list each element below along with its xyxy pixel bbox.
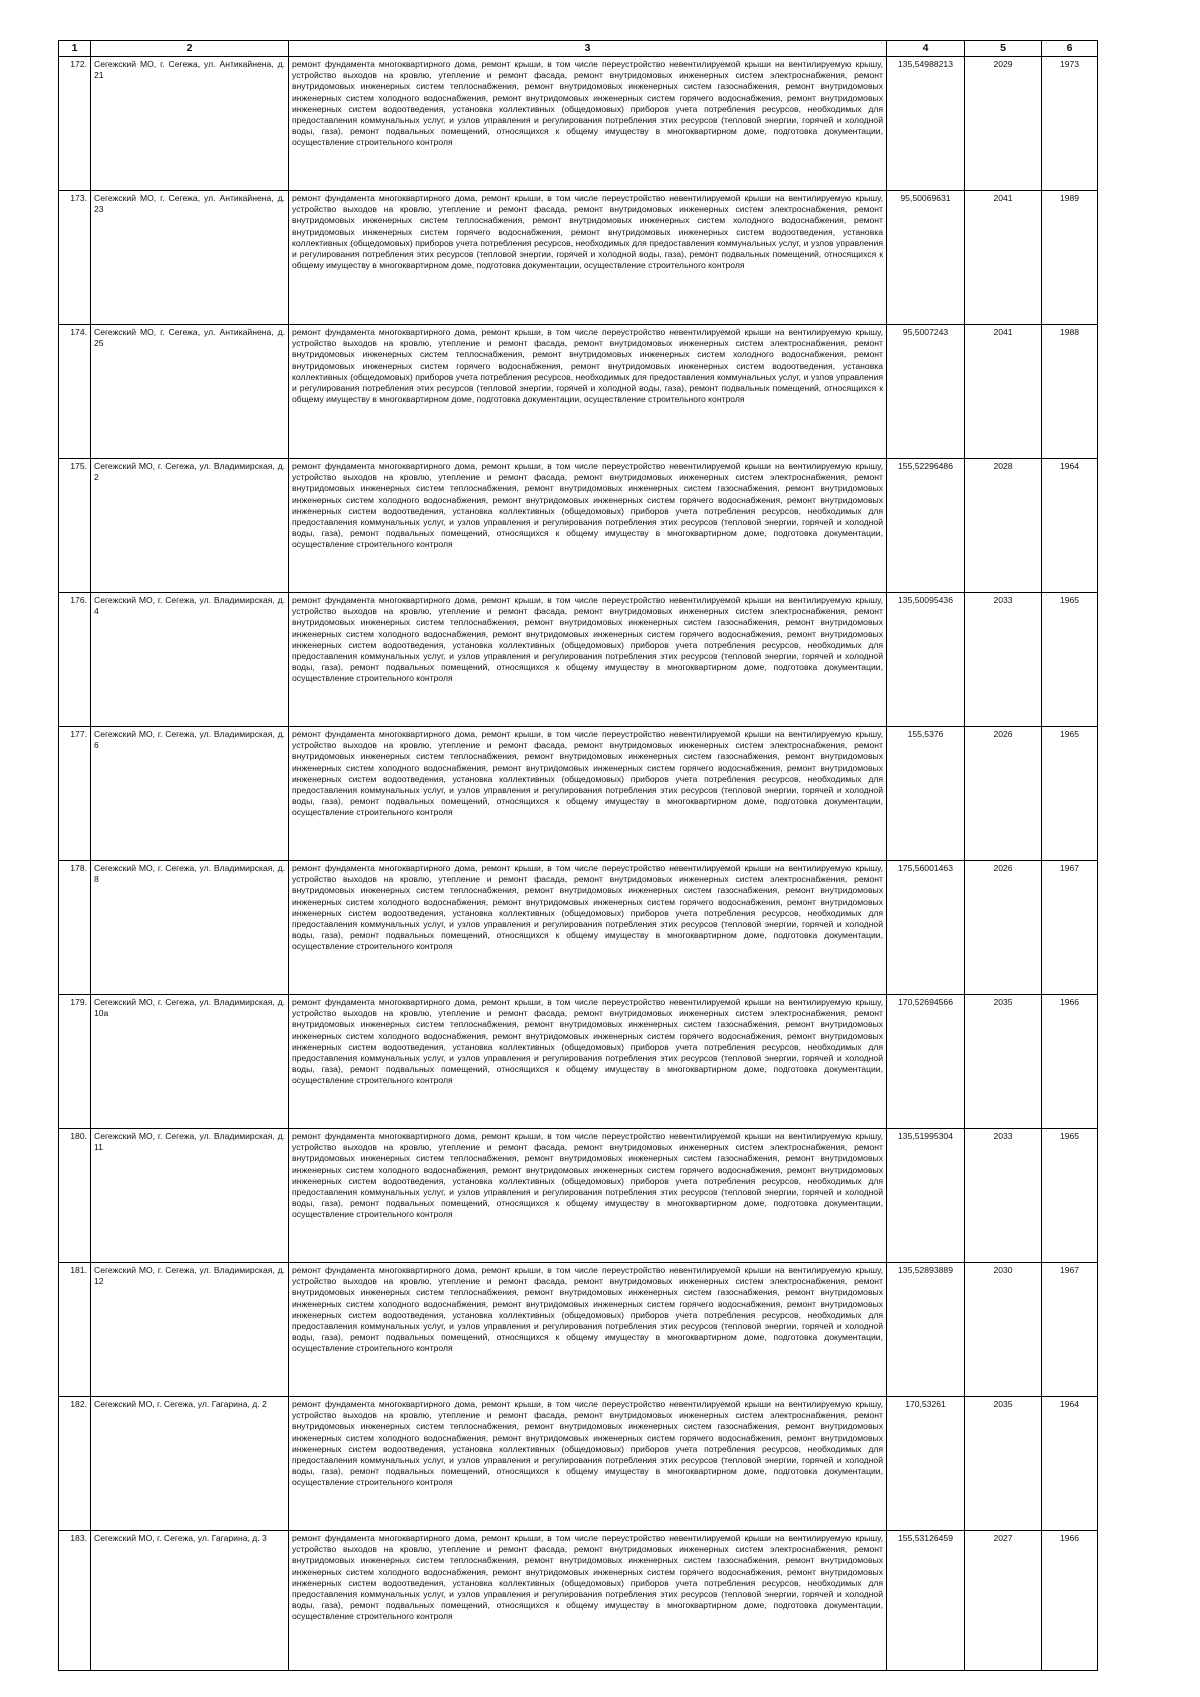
cost-cell: 155,53126459 [887, 1531, 965, 1671]
cost-cell: 155,52296486 [887, 459, 965, 593]
repair-year-cell: 2026 [965, 861, 1042, 995]
cost-cell: 170,52694566 [887, 995, 965, 1129]
cost-cell: 155,5376 [887, 727, 965, 861]
row-number: 178. [59, 861, 91, 995]
repair-year-cell: 2035 [965, 1397, 1042, 1531]
works-cell: ремонт фундамента многоквартирного дома, ремонт крыши, в том числе переустройство невентилируемой крыши на вентилируемую крышу, устройство выходов на кровлю, утепление и ремонт фасада, ремонт внутридомовых инженерных систем электроснабжения, ремонт внутридомовых инженерных систем теплоснабжения, ремонт внутридомовых инженерных систем газоснабжения, ремонт внутридомовых инженерных систем холодного водоснабжения, ремонт внутридомовых инженерных систем горячего водоснабжения, ремонт внутридомовых инженерных систем водоотведения, установка коллективных (общедомовых) приборов учета потребления ресурсов, необходимых для предоставления коммунальных услуг, и узлов управления и регулирования потребления этих ресурсов (тепловой энергии, горячей и холодной воды, газа), ремонт подвальных помещений, относящихся к общему имуществу в многоквартирном доме, подготовка документации, осуществление строительного контроля [289, 1397, 887, 1531]
header-col-6: 6 [1042, 41, 1098, 57]
works-cell: ремонт фундамента многоквартирного дома, ремонт крыши, в том числе переустройство невентилируемой крыши на вентилируемую крышу, устройство выходов на кровлю, утепление и ремонт фасада, ремонт внутридомовых инженерных систем электроснабжения, ремонт внутридомовых инженерных систем теплоснабжения, ремонт внутридомовых инженерных систем газоснабжения, ремонт внутридомовых инженерных систем холодного водоснабжения, ремонт внутридомовых инженерных систем горячего водоснабжения, ремонт внутридомовых инженерных систем водоотведения, установка коллективных (общедомовых) приборов учета потребления ресурсов, необходимых для предоставления коммунальных услуг, и узлов управления и регулирования потребления этих ресурсов (тепловой энергии, горячей и холодной воды, газа), ремонт подвальных помещений, относящихся к общему имуществу в многоквартирном доме, подготовка документации, осуществление строительного контроля [289, 459, 887, 593]
works-cell: ремонт фундамента многоквартирного дома, ремонт крыши, в том числе переустройство невентилируемой крыши на вентилируемую крышу, устройство выходов на кровлю, утепление и ремонт фасада, ремонт внутридомовых инженерных систем электроснабжения, ремонт внутридомовых инженерных систем теплоснабжения, ремонт внутридомовых инженерных систем газоснабжения, ремонт внутридомовых инженерных систем холодного водоснабжения, ремонт внутридомовых инженерных систем горячего водоснабжения, ремонт внутридомовых инженерных систем водоотведения, установка коллективных (общедомовых) приборов учета потребления ресурсов, необходимых для предоставления коммунальных услуг, и узлов управления и регулирования потребления этих ресурсов (тепловой энергии, горячей и холодной воды, газа), ремонт подвальных помещений, относящихся к общему имуществу в многоквартирном доме, подготовка документации, осуществление строительного контроля [289, 57, 887, 191]
row-number: 174. [59, 325, 91, 459]
row-number: 180. [59, 1129, 91, 1263]
row-number: 179. [59, 995, 91, 1129]
works-cell: ремонт фундамента многоквартирного дома, ремонт крыши, в том числе переустройство невентилируемой крыши на вентилируемую крышу, устройство выходов на кровлю, утепление и ремонт фасада, ремонт внутридомовых инженерных систем электроснабжения, ремонт внутридомовых инженерных систем теплоснабжения, ремонт внутридомовых инженерных систем газоснабжения, ремонт внутридомовых инженерных систем холодного водоснабжения, ремонт внутридомовых инженерных систем горячего водоснабжения, ремонт внутридомовых инженерных систем водоотведения, установка коллективных (общедомовых) приборов учета потребления ресурсов, необходимых для предоставления коммунальных услуг, и узлов управления и регулирования потребления этих ресурсов (тепловой энергии, горячей и холодной воды, газа), ремонт подвальных помещений, относящихся к общему имуществу в многоквартирном доме, подготовка документации, осуществление строительного контроля [289, 1531, 887, 1671]
address-cell: Сегежский МО, г. Сегежа, ул. Владимирская, д. 12 [91, 1263, 289, 1397]
address-cell: Сегежский МО, г. Сегежа, ул. Гагарина, д. 2 [91, 1397, 289, 1531]
cost-cell: 170,53261 [887, 1397, 965, 1531]
table-row [59, 593, 1098, 727]
build-year-cell: 1964 [1042, 1397, 1098, 1531]
works-cell: ремонт фундамента многоквартирного дома, ремонт крыши, в том числе переустройство невентилируемой крыши на вентилируемую крышу, устройство выходов на кровлю, утепление и ремонт фасада, ремонт внутридомовых инженерных систем электроснабжения, ремонт внутридомовых инженерных систем теплоснабжения, ремонт внутридомовых инженерных систем газоснабжения, ремонт внутридомовых инженерных систем холодного водоснабжения, ремонт внутридомовых инженерных систем горячего водоснабжения, ремонт внутридомовых инженерных систем водоотведения, установка коллективных (общедомовых) приборов учета потребления ресурсов, необходимых для предоставления коммунальных услуг, и узлов управления и регулирования потребления этих ресурсов (тепловой энергии, горячей и холодной воды, газа), ремонт подвальных помещений, относящихся к общему имуществу в многоквартирном доме, подготовка документации, осуществление строительного контроля [289, 1263, 887, 1397]
build-year-cell: 1966 [1042, 1531, 1098, 1671]
build-year-cell: 1988 [1042, 325, 1098, 459]
row-number: 172. [59, 57, 91, 191]
build-year-cell: 1965 [1042, 593, 1098, 727]
repair-year-cell: 2027 [965, 1531, 1042, 1671]
address-cell: Сегежский МО, г. Сегежа, ул. Гагарина, д. 3 [91, 1531, 289, 1671]
table-row [59, 57, 1098, 191]
repair-year-cell: 2029 [965, 57, 1042, 191]
repair-year-cell: 2028 [965, 459, 1042, 593]
repair-year-cell: 2035 [965, 995, 1042, 1129]
address-cell: Сегежский МО, г. Сегежа, ул. Владимирская, д. 2 [91, 459, 289, 593]
address-cell: Сегежский МО, г. Сегежа, ул. Владимирская, д. 6 [91, 727, 289, 861]
table-row [59, 1531, 1098, 1671]
header-col-5: 5 [965, 41, 1042, 57]
build-year-cell: 1989 [1042, 191, 1098, 325]
build-year-cell: 1965 [1042, 727, 1098, 861]
header-col-1: 1 [59, 41, 91, 57]
table-row [59, 1129, 1098, 1263]
row-number: 175. [59, 459, 91, 593]
row-number: 181. [59, 1263, 91, 1397]
works-cell: ремонт фундамента многоквартирного дома, ремонт крыши, в том числе переустройство невентилируемой крыши на вентилируемую крышу, устройство выходов на кровлю, утепление и ремонт фасада, ремонт внутридомовых инженерных систем электроснабжения, ремонт внутридомовых инженерных систем теплоснабжения, ремонт внутридомовых инженерных систем газоснабжения, ремонт внутридомовых инженерных систем холодного водоснабжения, ремонт внутридомовых инженерных систем горячего водоснабжения, ремонт внутридомовых инженерных систем водоотведения, установка коллективных (общедомовых) приборов учета потребления ресурсов, необходимых для предоставления коммунальных услуг, и узлов управления и регулирования потребления этих ресурсов (тепловой энергии, горячей и холодной воды, газа), ремонт подвальных помещений, относящихся к общему имуществу в многоквартирном доме, подготовка документации, осуществление строительного контроля [289, 995, 887, 1129]
table-row [59, 191, 1098, 325]
header-col-4: 4 [887, 41, 965, 57]
table-row [59, 861, 1098, 995]
table-row [59, 1263, 1098, 1397]
cost-cell: 135,54988213 [887, 57, 965, 191]
build-year-cell: 1965 [1042, 1129, 1098, 1263]
works-cell: ремонт фундамента многоквартирного дома, ремонт крыши, в том числе переустройство невентилируемой крыши на вентилируемую крышу, устройство выходов на кровлю, утепление и ремонт фасада, ремонт внутридомовых инженерных систем электроснабжения, ремонт внутридомовых инженерных систем теплоснабжения, ремонт внутридомовых инженерных систем газоснабжения, ремонт внутридомовых инженерных систем холодного водоснабжения, ремонт внутридомовых инженерных систем горячего водоснабжения, ремонт внутридомовых инженерных систем водоотведения, установка коллективных (общедомовых) приборов учета потребления ресурсов, необходимых для предоставления коммунальных услуг, и узлов управления и регулирования потребления этих ресурсов (тепловой энергии, горячей и холодной воды, газа), ремонт подвальных помещений, относящихся к общему имуществу в многоквартирном доме, подготовка документации, осуществление строительного контроля [289, 593, 887, 727]
address-cell: Сегежский МО, г. Сегежа, ул. Владимирская, д. 10а [91, 995, 289, 1129]
address-cell: Сегежский МО, г. Сегежа, ул. Владимирская, д. 8 [91, 861, 289, 995]
table-row [59, 325, 1098, 459]
table-row [59, 727, 1098, 861]
build-year-cell: 1964 [1042, 459, 1098, 593]
table-row [59, 459, 1098, 593]
repair-year-cell: 2026 [965, 727, 1042, 861]
repair-year-cell: 2030 [965, 1263, 1042, 1397]
works-cell: ремонт фундамента многоквартирного дома, ремонт крыши, в том числе переустройство невентилируемой крыши на вентилируемую крышу, устройство выходов на кровлю, утепление и ремонт фасада, ремонт внутридомовых инженерных систем электроснабжения, ремонт внутридомовых инженерных систем теплоснабжения, ремонт внутридомовых инженерных систем холодного водоснабжения, ремонт внутридомовых инженерных систем горячего водоснабжения, ремонт внутридомовых инженерных систем водоотведения, установка коллективных (общедомовых) приборов учета потребления ресурсов, необходимых для предоставления коммунальных услуг, и узлов управления и регулирования потребления этих ресурсов (тепловой энергии, горячей и холодной воды, газа), ремонт подвальных помещений, относящихся к общему имуществу в многоквартирном доме, подготовка документации, осуществление строительного контроля [289, 325, 887, 459]
address-cell: Сегежский МО, г. Сегежа, ул. Антикайнена, д. 21 [91, 57, 289, 191]
address-cell: Сегежский МО, г. Сегежа, ул. Антикайнена, д. 25 [91, 325, 289, 459]
table-row [59, 1397, 1098, 1531]
works-cell: ремонт фундамента многоквартирного дома, ремонт крыши, в том числе переустройство невентилируемой крыши на вентилируемую крышу, устройство выходов на кровлю, утепление и ремонт фасада, ремонт внутридомовых инженерных систем электроснабжения, ремонт внутридомовых инженерных систем теплоснабжения, ремонт внутридомовых инженерных систем газоснабжения, ремонт внутридомовых инженерных систем холодного водоснабжения, ремонт внутридомовых инженерных систем горячего водоснабжения, ремонт внутридомовых инженерных систем водоотведения, установка коллективных (общедомовых) приборов учета потребления ресурсов, необходимых для предоставления коммунальных услуг, и узлов управления и регулирования потребления этих ресурсов (тепловой энергии, горячей и холодной воды, газа), ремонт подвальных помещений, относящихся к общему имуществу в многоквартирном доме, подготовка документации, осуществление строительного контроля [289, 861, 887, 995]
row-number: 177. [59, 727, 91, 861]
works-cell: ремонт фундамента многоквартирного дома, ремонт крыши, в том числе переустройство невентилируемой крыши на вентилируемую крышу, устройство выходов на кровлю, утепление и ремонт фасада, ремонт внутридомовых инженерных систем электроснабжения, ремонт внутридомовых инженерных систем теплоснабжения, ремонт внутридомовых инженерных систем холодного водоснабжения, ремонт внутридомовых инженерных систем горячего водоснабжения, ремонт внутридомовых инженерных систем водоотведения, установка коллективных (общедомовых) приборов учета потребления ресурсов, необходимых для предоставления коммунальных услуг, и узлов управления и регулирования потребления этих ресурсов (тепловой энергии, горячей и холодной воды, газа), ремонт подвальных помещений, относящихся к общему имуществу в многоквартирном доме, подготовка документации, осуществление строительного контроля [289, 191, 887, 325]
build-year-cell: 1966 [1042, 995, 1098, 1129]
address-cell: Сегежский МО, г. Сегежа, ул. Владимирская, д. 4 [91, 593, 289, 727]
works-cell: ремонт фундамента многоквартирного дома, ремонт крыши, в том числе переустройство невентилируемой крыши на вентилируемую крышу, устройство выходов на кровлю, утепление и ремонт фасада, ремонт внутридомовых инженерных систем электроснабжения, ремонт внутридомовых инженерных систем теплоснабжения, ремонт внутридомовых инженерных систем газоснабжения, ремонт внутридомовых инженерных систем холодного водоснабжения, ремонт внутридомовых инженерных систем горячего водоснабжения, ремонт внутридомовых инженерных систем водоотведения, установка коллективных (общедомовых) приборов учета потребления ресурсов, необходимых для предоставления коммунальных услуг, и узлов управления и регулирования потребления этих ресурсов (тепловой энергии, горячей и холодной воды, газа), ремонт подвальных помещений, относящихся к общему имуществу в многоквартирном доме, подготовка документации, осуществление строительного контроля [289, 1129, 887, 1263]
header-col-2: 2 [91, 41, 289, 57]
cost-cell: 95,5007243 [887, 325, 965, 459]
header-row [59, 41, 1098, 57]
repair-year-cell: 2033 [965, 593, 1042, 727]
table-row [59, 995, 1098, 1129]
cost-cell: 135,51995304 [887, 1129, 965, 1263]
row-number: 182. [59, 1397, 91, 1531]
cost-cell: 135,52893889 [887, 1263, 965, 1397]
header-col-3: 3 [289, 41, 887, 57]
address-cell: Сегежский МО, г. Сегежа, ул. Владимирская, д. 11 [91, 1129, 289, 1263]
cost-cell: 95,50069631 [887, 191, 965, 325]
cost-cell: 135,50095436 [887, 593, 965, 727]
repair-program-table [58, 40, 1098, 1671]
works-cell: ремонт фундамента многоквартирного дома, ремонт крыши, в том числе переустройство невентилируемой крыши на вентилируемую крышу, устройство выходов на кровлю, утепление и ремонт фасада, ремонт внутридомовых инженерных систем электроснабжения, ремонт внутридомовых инженерных систем теплоснабжения, ремонт внутридомовых инженерных систем газоснабжения, ремонт внутридомовых инженерных систем холодного водоснабжения, ремонт внутридомовых инженерных систем горячего водоснабжения, ремонт внутридомовых инженерных систем водоотведения, установка коллективных (общедомовых) приборов учета потребления ресурсов, необходимых для предоставления коммунальных услуг, и узлов управления и регулирования потребления этих ресурсов (тепловой энергии, горячей и холодной воды, газа), ремонт подвальных помещений, относящихся к общему имуществу в многоквартирном доме, подготовка документации, осуществление строительного контроля [289, 727, 887, 861]
build-year-cell: 1967 [1042, 1263, 1098, 1397]
repair-year-cell: 2033 [965, 1129, 1042, 1263]
repair-year-cell: 2041 [965, 325, 1042, 459]
repair-year-cell: 2041 [965, 191, 1042, 325]
build-year-cell: 1967 [1042, 861, 1098, 995]
row-number: 173. [59, 191, 91, 325]
cost-cell: 175,56001463 [887, 861, 965, 995]
row-number: 176. [59, 593, 91, 727]
build-year-cell: 1973 [1042, 57, 1098, 191]
address-cell: Сегежский МО, г. Сегежа, ул. Антикайнена, д. 23 [91, 191, 289, 325]
row-number: 183. [59, 1531, 91, 1671]
